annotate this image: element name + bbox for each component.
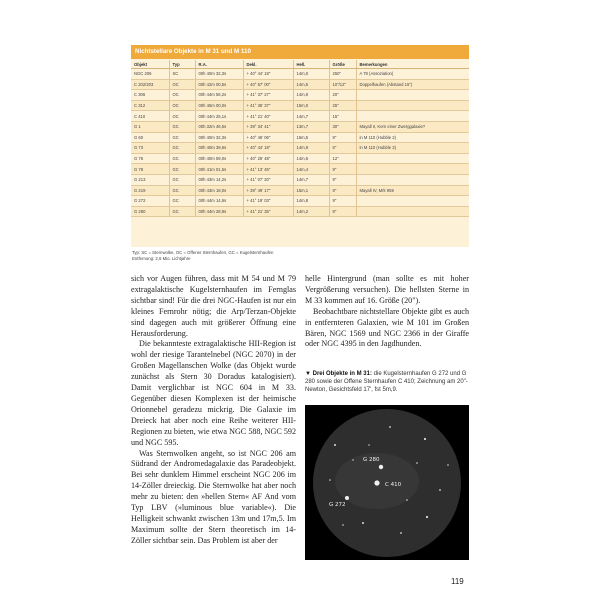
paragraph: helle Hintergrund (man sollte es mit hoher Vergrößerung versuchen). Die hellsten Sterne in M 33 kommen auf 16. Größe (20"). [305, 274, 469, 305]
table-cell: in M 110 (Hubble 3) [356, 143, 469, 154]
table-cell: GC [169, 153, 195, 164]
table-cell: 9" [329, 164, 356, 175]
table-cell: 13m,7 [293, 121, 329, 132]
paragraph: sich vor Augen führen, dass mit M 54 und M 79 extragalaktische Kugelsternhaufen im Fernglas sichtbar sind! Für die drei NGC-Haufen ist nur ein kleines Fernrohr nötig; die Arp/Terzan-Objekte sind dagegen auch mit größerer Öffnung eine Herausforderung. [131, 274, 296, 338]
table-footnote [132, 250, 462, 262]
table-cell: + 41° 07' 20" [243, 174, 293, 185]
table-row [131, 206, 469, 217]
table-cell: + 41° 36' 37" [243, 100, 293, 111]
cluster-c410 [374, 480, 379, 485]
star [368, 444, 369, 445]
table-cell: GC [169, 143, 195, 154]
drawing-field-svg [305, 405, 469, 560]
table-cell: 14m,7 [293, 111, 329, 122]
table-header-row [131, 60, 469, 69]
table-cell: 14m,9 [293, 143, 329, 154]
caption-lead: Drei Objekte in M 31: [312, 371, 372, 377]
table-cell: G 78 [131, 164, 169, 175]
table-cell: 20" [329, 90, 356, 101]
table-cell: 14m,4 [293, 164, 329, 175]
table-cell: GC [169, 164, 195, 175]
star [439, 489, 441, 491]
col-header-objekt: Objekt [131, 60, 169, 69]
table-cell: 00h 43m 18,0s [195, 185, 243, 196]
objects-table-box [131, 45, 469, 247]
table-cell: G 272 [131, 196, 169, 207]
col-header-groesse: Größe [329, 60, 356, 69]
table-row [131, 132, 469, 143]
table-cell: 15m,5 [293, 132, 329, 143]
table-cell [356, 196, 469, 207]
table-cell: OC [169, 100, 195, 111]
col-header-dekl: Dekl. [243, 60, 293, 69]
table-cell: 00h 44m 28,9s [195, 206, 243, 217]
table-cell [356, 174, 469, 185]
star [329, 479, 331, 481]
table-cell: 14m,8 [293, 196, 329, 207]
table-cell: GC [169, 174, 195, 185]
table-cell: 00h 44m 56,2s [195, 90, 243, 101]
table-cell: 9" [329, 174, 356, 185]
table-cell: SC [169, 69, 195, 80]
table-row [131, 164, 469, 175]
cluster-g272 [345, 496, 349, 500]
table-footnote-distance: Entfernung: 2,6 Mio. Lichtjahre [132, 256, 191, 262]
table-cell: 15m,0 [293, 100, 329, 111]
table-cell: G 60 [131, 132, 169, 143]
table-cell: GC [169, 185, 195, 196]
table-cell: C 202/203 [131, 79, 169, 90]
table-cell: 14m,7 [293, 174, 329, 185]
table-cell: G 219 [131, 185, 169, 196]
table-row [131, 174, 469, 185]
table-cell: + 40° 57' 00" [243, 79, 293, 90]
text-column-right [305, 274, 469, 350]
paragraph: Beobachtbare nichtstellare Objekte gibt es auch in entfernteren Galaxien, wie M 101 im Großen Bären, NGC 1569 und NGC 2366 in der Giraffe oder NGC 4395 in den Jagdhunden. [305, 306, 469, 349]
table-cell: + 39° 34' 41" [243, 121, 293, 132]
table-cell: NGC 206 [131, 69, 169, 80]
caption-text: die Kugelsternhaufen G 272 und G 280 sowie der Offene Sternhaufen C 410; Zeichnung am 20"-Newton, Gesichtsfeld 17', fst 5m,9. [305, 371, 468, 393]
table-cell: 00h 44m 25,1s [195, 111, 243, 122]
table-cell: + 41° 21' 40" [243, 111, 293, 122]
table-cell: OC [169, 111, 195, 122]
col-header-hell: Hell. [293, 60, 329, 69]
table-cell: C 410 [131, 111, 169, 122]
table-cell: GC [169, 121, 195, 132]
table-cell: in M 110 (Hubble 2) [356, 132, 469, 143]
table-cell: 00h 32m 46,5s [195, 121, 243, 132]
table-cell: + 40° 46' 06" [243, 132, 293, 143]
table-cell [356, 100, 469, 111]
table-cell [356, 206, 469, 217]
table-cell: + 40° 44' 18" [243, 69, 293, 80]
star [352, 459, 353, 460]
table-cell: 00h 43m 14,2s [195, 174, 243, 185]
star [334, 444, 336, 446]
table-row [131, 143, 469, 154]
table-cell: G 1 [131, 121, 169, 132]
table-row [131, 153, 469, 164]
table-cell: 00h 41m 01,5s [195, 164, 243, 175]
col-header-typ: Typ [169, 60, 195, 69]
table-cell: GC [169, 132, 195, 143]
table-cell: 6" [329, 143, 356, 154]
table-cell: G 76 [131, 153, 169, 164]
table-cell: + 40° 26' 48" [243, 153, 293, 164]
star [406, 499, 408, 501]
table-row [131, 100, 469, 111]
paragraph: Die bekannteste extragalaktische HII-Region ist wohl der riesige Tarantelnebel (NGC 2070) in der Großen Magellanschen Wolke (das Objekt wurde zunächst als Stern 30 Doradus katalogisiert). Damit verglichbar ist NGC 604 in M 33. Gegenüber diesen Komplexen ist der heimische Orionnebel geradezu mickrig. Die Galaxie im Dreieck hat aber noch eine Reihe weiterer HII-Regionen zu bieten, wie etwa NGC 588, NGC 592 und NGC 595. [131, 339, 296, 447]
table-cell: 00h 40m 39,6s [195, 143, 243, 154]
table-cell: G 213 [131, 174, 169, 185]
table-cell: 00h 45m 00,0s [195, 100, 243, 111]
table-cell: 9" [329, 206, 356, 217]
star [416, 462, 418, 464]
table-cell: 00h 40m 32,3s [195, 69, 243, 80]
table-cell: GC [169, 196, 195, 207]
table-row [131, 196, 469, 207]
star [426, 516, 428, 518]
table-row [131, 90, 469, 101]
table-cell [356, 164, 469, 175]
table-cell: 9" [329, 185, 356, 196]
table-cell: G 280 [131, 206, 169, 217]
table-cell: 14m,2 [293, 206, 329, 217]
table-cell: 00h 44m 14,6s [195, 196, 243, 207]
star [447, 464, 449, 466]
cluster-g280 [379, 465, 383, 469]
figure-caption [305, 370, 469, 394]
eyepiece-drawing [305, 405, 469, 560]
page-number: 119 [451, 577, 464, 586]
table-cell: 14m,9 [293, 90, 329, 101]
label-g280: G 280 [363, 457, 380, 463]
table-cell: OC [169, 90, 195, 101]
table-cell: + 41° 13' 45" [243, 164, 293, 175]
table-footnote-types: Typ: SC = Sternwolke, OC = Offener Sternhaufen, GC = Kugelsternhaufen [132, 250, 274, 255]
label-c410: C 410 [385, 482, 402, 488]
table-cell: C 306 [131, 90, 169, 101]
table-cell: + 39° 49' 17" [243, 185, 293, 196]
table-cell: C 312 [131, 100, 169, 111]
table-cell: OC [169, 79, 195, 90]
label-g272: G 272 [329, 502, 346, 508]
table-cell: 00h 40m 59,0s [195, 153, 243, 164]
star [424, 438, 426, 440]
paragraph: Was Sternwolken angeht, so ist NGC 206 am Südrand der Andromedagalaxie das Paradeobjekt. Bei sehr dunklem Himmel erscheint NGC 206 im 14-Zöller dreieckig. Die Sternwolke hat aber noch mehr zu bieten: den »hellen Stern« AF And vom Typ LBV (»luminous blue variable«). Die Helligkeit schwankt zwischen 13m und 17m,5. Im Maximum sollte der Stern theoretisch im 14-Zöller sichtbar sein. Das Problem ist aber der [131, 448, 296, 545]
table-cell [356, 111, 469, 122]
table-cell: A 78 (Assoziation) [356, 69, 469, 80]
table-cell: Mayall II, Kern einer Zwerggalaxie? [356, 121, 469, 132]
table-row [131, 69, 469, 80]
objects-table [131, 60, 469, 217]
table-row [131, 185, 469, 196]
table-cell: 8" [329, 132, 356, 143]
table-cell: 15" [329, 111, 356, 122]
table-title: Nichtstellare Objekte in M 31 und M 110 [131, 45, 469, 59]
table-cell: 25" [329, 100, 356, 111]
table-cell [356, 90, 469, 101]
text-column-left [131, 274, 296, 547]
table-cell: 30" [329, 121, 356, 132]
table-cell: Doppelhaufen (Abstand 15") [356, 79, 469, 90]
table-cell: 10"/12" [329, 79, 356, 90]
table-cell: 14m,5 [293, 79, 329, 90]
col-header-bemerkungen: Bemerkungen [356, 60, 469, 69]
caption-triangle-icon: ▼ [305, 371, 311, 377]
table-cell: GC [169, 206, 195, 217]
table-row [131, 111, 469, 122]
table-cell: 250" [329, 69, 356, 80]
table-cell: 00h 40m 32,3s [195, 132, 243, 143]
table-cell: 12" [329, 153, 356, 164]
table-cell: G 73 [131, 143, 169, 154]
col-header-ra: R.A. [195, 60, 243, 69]
table-cell: 14m,0 [293, 69, 329, 80]
star [342, 524, 344, 526]
table-row [131, 79, 469, 90]
table-cell: 15m,1 [293, 185, 329, 196]
table-cell: 00h 42m 00,5s [195, 79, 243, 90]
table-cell: 14m,5 [293, 153, 329, 164]
table-cell [356, 153, 469, 164]
table-cell: + 41° 37' 27" [243, 90, 293, 101]
star [400, 532, 402, 534]
star [389, 426, 391, 428]
table-cell: Mayall IV, Mrk 959 [356, 185, 469, 196]
table-cell: + 41° 21' 35" [243, 206, 293, 217]
table-cell: 9" [329, 196, 356, 207]
table-cell: + 40° 44' 18" [243, 143, 293, 154]
star [362, 522, 364, 524]
table-row [131, 121, 469, 132]
table-cell: + 41° 19' 03" [243, 196, 293, 207]
